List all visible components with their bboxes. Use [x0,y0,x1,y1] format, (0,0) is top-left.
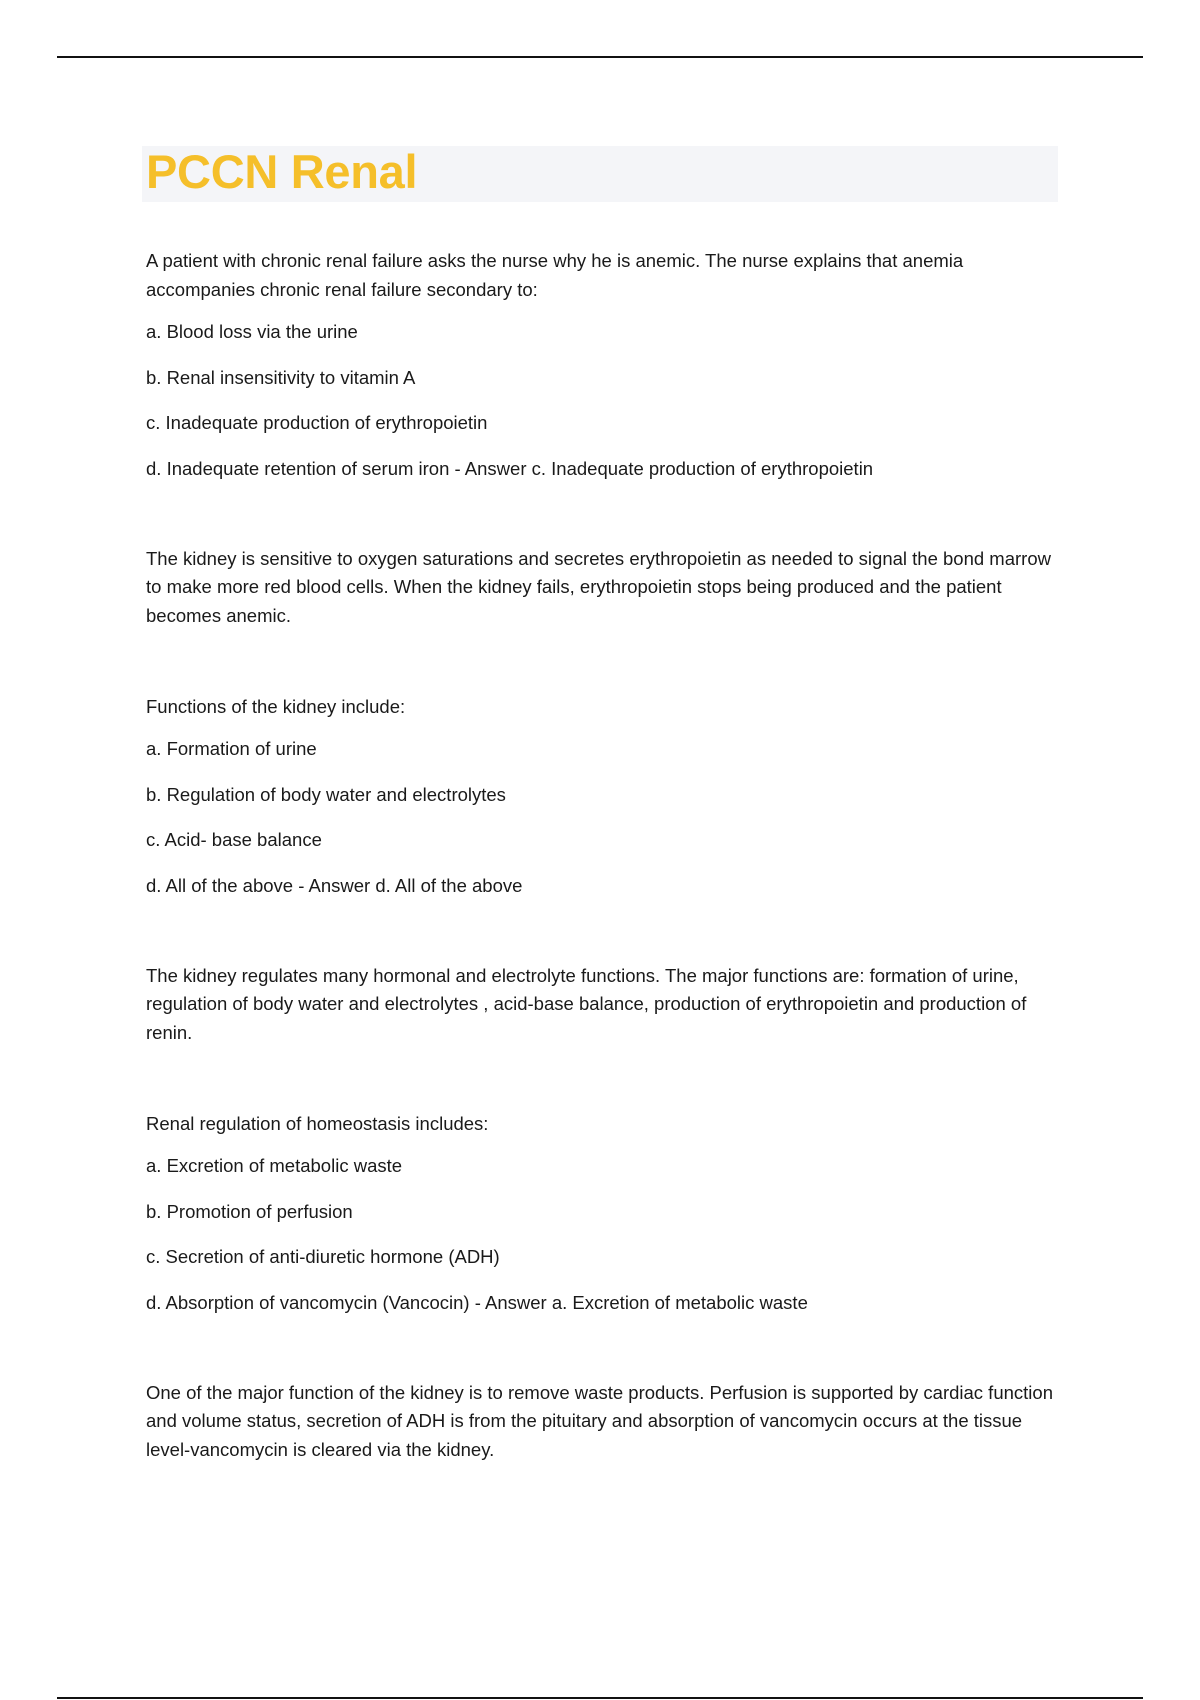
option-d-answer: d. All of the above - Answer d. All of the above [146,874,523,896]
option-a: a. Excretion of metabolic waste [146,1155,403,1176]
spacer [146,483,1066,545]
option-a: a. Formation of urine [146,738,317,759]
explanation-text: The kidney is sensitive to oxygen saturations and secretes erythropoietin as needed to signal the bond marrow to make more red blood cells. When the kidney fails, erythropoietin stops being produced and the patient becomes anemic. [146,547,1051,626]
question-block-3 [146,1109,1066,1317]
question-text: Renal regulation of homeostasis includes: [146,1113,489,1134]
spacer [146,630,1066,692]
option-b: b. Regulation of body water and electrolytes [146,783,506,805]
question-text: A patient with chronic renal failure asks the nurse why he is anemic. The nurse explains that anemia accompanies chronic renal failure secondary to: [146,250,964,300]
spacer [146,1047,1066,1109]
option-d-answer: d. Absorption of vancomycin (Vancocin) - Answer a. Excretion of metabolic waste [146,1291,808,1313]
spacer [146,1317,1066,1379]
option-b: b. Renal insensitivity to vitamin A [146,366,416,388]
option-c: c. Inadequate production of erythropoietin [146,412,488,433]
footer-rule [57,1697,1143,1699]
page-title: PCCN Renal [146,145,418,198]
question-block-1 [146,246,1066,483]
question-text: Functions of the kidney include: [146,696,406,717]
option-d-answer: d. Inadequate retention of serum iron - Answer c. Inadequate production of erythropoietin [146,457,874,479]
option-c: c. Secretion of anti-diuretic hormone (ADH) [146,1246,500,1267]
explanation-text: One of the major function of the kidney is to remove waste products. Perfusion is supported by cardiac function and volume status, secretion of ADH is from the pituitary and absorption of vancomycin occurs at the tissue level-vancomycin is cleared via the kidney. [146,1381,1053,1460]
option-b: b. Promotion of perfusion [146,1200,353,1222]
spacer [146,900,1066,962]
explanation-text: The kidney regulates many hormonal and electrolyte functions. The major functions are: formation of urine, regulation of body water and electrolytes , acid-base balance, production of erythropoietin and production of renin. [146,964,1027,1043]
document-body [146,246,1066,1464]
option-c: c. Acid- base balance [146,829,322,850]
question-block-2 [146,692,1066,900]
header-rule [57,56,1143,58]
option-a: a. Blood loss via the urine [146,321,358,342]
